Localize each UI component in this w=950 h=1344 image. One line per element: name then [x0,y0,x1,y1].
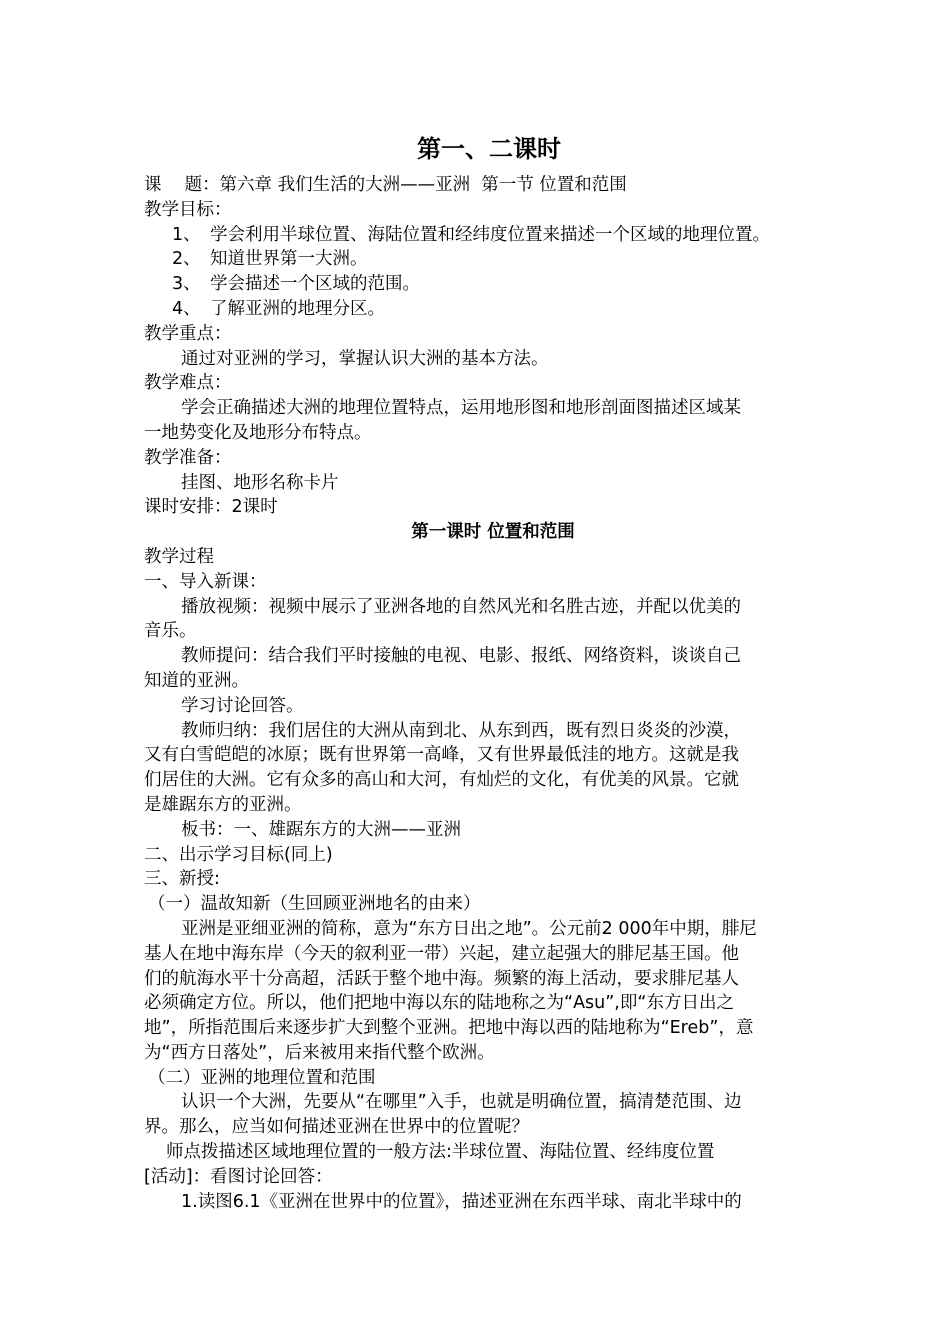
lesson1-title: 第一课时 位置和范围 [411,522,575,543]
paragraph-cont: 又有白雪皑皑的冰原；既有世界第一高峰，又有世界最低洼的地方。这就是我 [144,745,739,766]
difficulty-label: 教学难点： [144,373,232,394]
activity-label: [活动]：看图讨论回答： [144,1166,333,1187]
goal-item [144,272,824,297]
goal-number: 4、 [172,298,201,319]
paragraph-cont: 界。那么，应当如何描述亚洲在世界中的位置呢？ [144,1117,529,1138]
paragraph-cont: 地”，所指范围后来逐步扩大到整个亚洲。把地中海以西的陆地称为“Ereb”，意 [144,1018,754,1039]
paragraph: 播放视频：视频中展示了亚洲各地的自然风光和名胜古迹，并配以优美的 [181,596,741,617]
paragraph: 教师归纳：我们居住的大洲从南到北、从东到西，既有烈日炎炎的沙漠， [181,720,741,741]
prep-text: 挂图、地形名称卡片 [181,472,339,493]
section-heading: 三、新授: [144,869,220,890]
goal-item [144,223,824,248]
goal-number: 3、 [172,274,201,295]
goal-item [144,297,824,322]
paragraph: 板书：一、雄踞东方的大洲——亚洲 [181,819,461,840]
prep-label: 教学准备： [144,447,232,468]
paragraph-cont: 基人在地中海东岸（今天的叙利亚一带）兴起，建立起强大的腓尼基王国。他 [144,943,739,964]
goal-text: 学会利用半球位置、海陆位置和经纬度位置来描述一个区域的地理位置。 [210,224,770,245]
paragraph: 学习讨论回答。 [181,695,304,716]
goals-label: 教学目标： [144,199,232,220]
paragraph: 亚洲是亚细亚洲的简称，意为“东方日出之地”。公元前2 000年中期，腓尼 [181,918,757,939]
paragraph: 认识一个大洲，先要从“在哪里”入手，也就是明确位置，搞清楚范围、边 [181,1092,742,1113]
goal-number: 1、 [172,224,201,245]
paragraph: 师点拨描述区域地理位置的一般方法:半球位置、海陆位置、经纬度位置 [166,1142,715,1163]
key-text: 通过对亚洲的学习，掌握认识大洲的基本方法。 [181,348,549,369]
document-body [144,131,824,1214]
topic-line: 课 题：第六章 我们生活的大洲——亚洲 第一节 位置和范围 [144,175,627,195]
question: 1.读图6.1《亚洲在世界中的位置》，描述亚洲在东西半球、南北半球中的 [181,1191,742,1212]
paragraph-cont: 音乐。 [144,621,197,642]
paragraph-cont: 知道的亚洲。 [144,670,249,691]
subsection-heading: （一）温故知新（生回顾亚洲地名的由来） [148,894,481,915]
paragraph-cont: 们的航海水平十分高超，活跃于整个地中海。频繁的海上活动，要求腓尼基人 [144,968,739,989]
goal-text: 了解亚洲的地理分区。 [210,298,385,319]
section-heading: 二、出示学习目标(同上) [144,844,333,865]
goal-item [144,247,824,272]
schedule-line: 课时安排：2课时 [144,497,278,518]
paragraph-cont: 是雄踞东方的亚洲。 [144,794,302,815]
section-intro: 一、导入新课： [144,571,267,592]
page-title: 第一、二课时 [417,135,561,163]
goal-text: 学会描述一个区域的范围。 [210,274,420,295]
paragraph-cont: 必须确定方位。所以，他们把地中海以东的陆地称之为“Asu”,即“东方日出之 [144,993,734,1014]
difficulty-text-cont: 一地势变化及地形分布特点。 [144,422,372,443]
goal-number: 2、 [172,249,201,270]
key-label: 教学重点： [144,323,232,344]
paragraph-cont: 为“西方日落处”，后来被用来指代整个欧洲。 [144,1042,495,1063]
subsection-heading: （二）亚洲的地理位置和范围 [148,1067,376,1088]
paragraph-cont: 们居住的大洲。它有众多的高山和大河，有灿烂的文化，有优美的风景。它就 [144,770,739,791]
goal-text: 知道世界第一大洲。 [210,249,368,270]
paragraph: 教师提问：结合我们平时接触的电视、电影、报纸、网络资料，谈谈自己 [181,646,741,667]
difficulty-text: 学会正确描述大洲的地理位置特点，运用地形图和地形剖面图描述区域某 [181,398,741,419]
process-label: 教学过程 [144,546,214,567]
